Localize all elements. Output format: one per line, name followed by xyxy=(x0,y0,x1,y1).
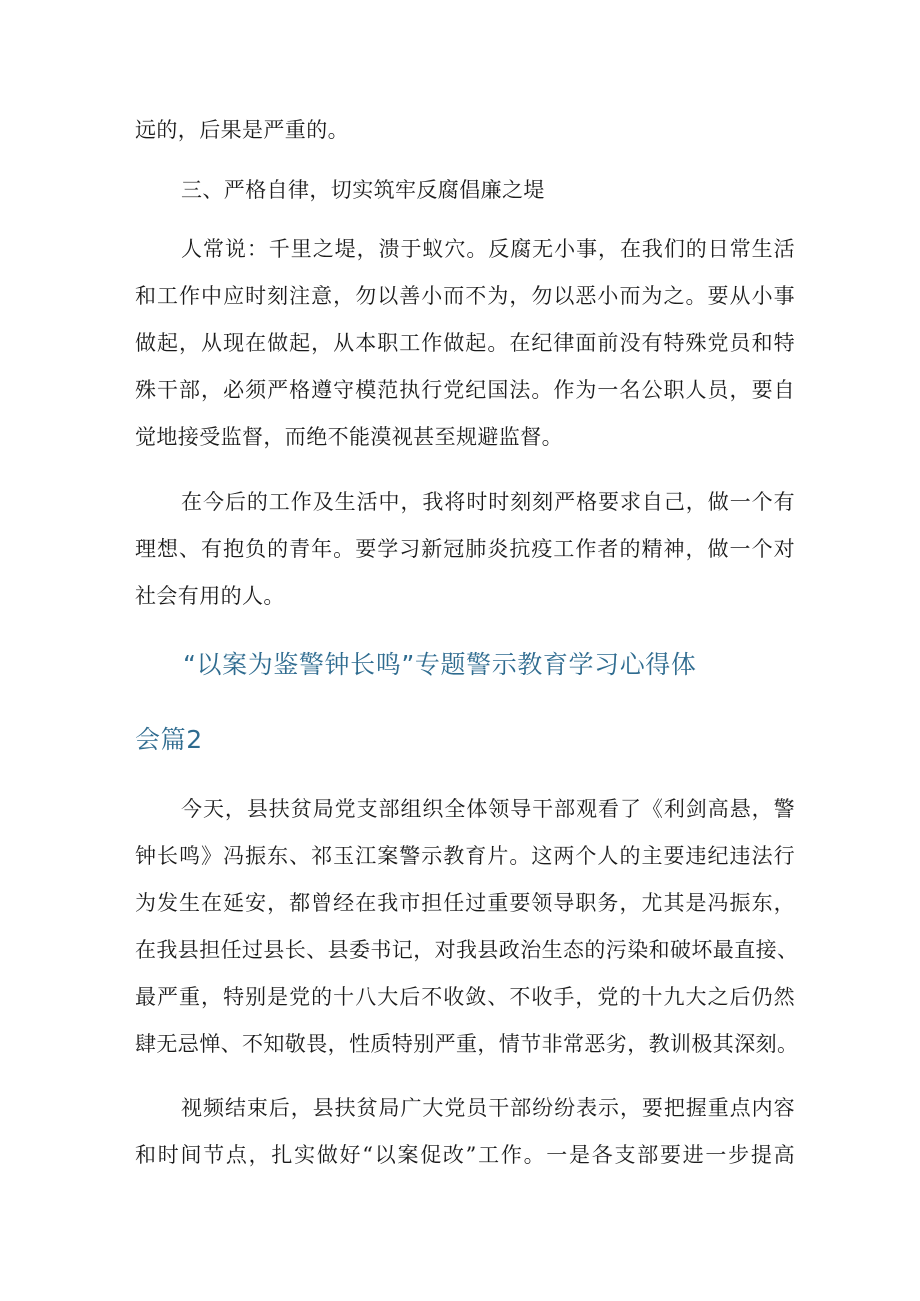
text-line: 视频结束后，县扶贫局广大党员干部纷纷表示，要把握重点内容 xyxy=(181,1096,795,1120)
text-line: 殊干部，必须严格遵守模范执行党纪国法。作为一名公职人员，要自 xyxy=(135,378,795,402)
paragraph-continuation xyxy=(135,107,795,154)
text-line: 和工作中应时刻注意，勿以善小而不为，勿以恶小而为之。要从小事 xyxy=(135,284,795,308)
paragraph-today xyxy=(135,786,799,1068)
text-line: 理想、有抱负的青年。要学习新冠肺炎抗疫工作者的精神，做一个对 xyxy=(135,537,795,561)
paragraph-video xyxy=(135,1085,795,1179)
text-line: 人常说：千里之堤，溃于蚁穴。反腐无小事，在我们的日常生活 xyxy=(181,237,795,261)
text-line: 社会有用的人。 xyxy=(135,584,285,608)
section-title-line-2: 会篇2 xyxy=(135,725,203,754)
text-line: 觉地接受监督，而绝不能漠视甚至规避监督。 xyxy=(135,425,563,449)
paragraph-future xyxy=(135,479,795,620)
section-title-line-1: “以案为鉴警钟长鸣”专题警示教育学习心得体 xyxy=(183,650,697,679)
text-line: 肆无忌惮、不知敬畏，性质特别严重，情节非常恶劣，教训极其深刻。 xyxy=(135,1032,799,1056)
text-line: 做起，从现在做起，从本职工作做起。在纪律面前没有特殊党员和特 xyxy=(135,331,795,355)
text-line: 为发生在延安，都曾经在我市担任过重要领导职务，尤其是冯振东， xyxy=(135,891,795,915)
text-line: 在今后的工作及生活中，我将时时刻刻严格要求自己，做一个有 xyxy=(181,490,795,514)
text-line: 在我县担任过县长、县委书记，对我县政治生态的污染和破坏最直接、 xyxy=(135,938,799,962)
text-line: 钟长鸣》冯振东、祁玉江案警示教育片。这两个人的主要违纪违法行 xyxy=(135,844,795,868)
text-line: 和时间节点，扎实做好“以案促改”工作。一是各支部要进一步提高 xyxy=(135,1143,795,1167)
text-line: 远的，后果是严重的。 xyxy=(135,118,349,142)
text-line: 最严重，特别是党的十八大后不收敛、不收手，党的十九大之后仍然 xyxy=(135,985,795,1009)
paragraph-self-discipline xyxy=(135,226,795,461)
section-heading-3: 三、严格自律，切实筑牢反腐倡廉之堤 xyxy=(181,178,545,202)
text-line: 今天，县扶贫局党支部组织全体领导干部观看了《利剑高悬，警 xyxy=(181,797,795,821)
